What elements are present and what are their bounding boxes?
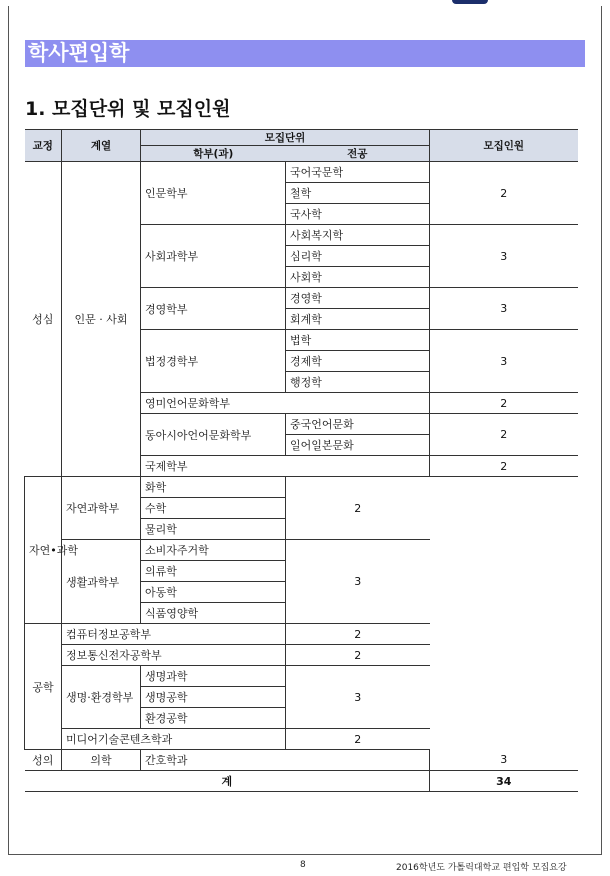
major-cell: 경영학: [286, 288, 430, 309]
quota-cell: 2: [430, 393, 578, 414]
division-cell: 미디어기술콘텐츠학과: [62, 729, 286, 750]
table-row: [25, 729, 578, 750]
major-cell: 일어일본문화: [286, 435, 430, 456]
total-value: 34: [430, 771, 578, 792]
university-logo: [452, 0, 488, 4]
table-row: [25, 477, 578, 498]
major-cell: 행정학: [286, 372, 430, 393]
table-row: [25, 750, 578, 771]
major-cell: 화학: [141, 477, 286, 498]
header-series: 계열: [62, 130, 141, 162]
header-quota: 모집인원: [430, 130, 578, 162]
division-cell: 인문학부: [141, 162, 286, 225]
major-cell: 사회복지학: [286, 225, 430, 246]
major-cell: 환경공학: [141, 708, 286, 729]
division-cell: 생명·환경학부: [62, 666, 141, 729]
quota-cell: 2: [286, 477, 430, 540]
major-cell: 중국언어문화: [286, 414, 430, 435]
quota-cell: 2: [286, 624, 430, 645]
table-row: [25, 624, 578, 645]
major-cell: 소비자주거학: [141, 540, 286, 561]
quota-cell: 3: [430, 330, 578, 393]
division-cell: 컴퓨터정보공학부: [62, 624, 286, 645]
table-row: [25, 162, 578, 183]
header-row: [25, 130, 578, 146]
quota-cell: 2: [286, 729, 430, 750]
division-cell: 정보통신전자공학부: [62, 645, 286, 666]
banner-title: 학사편입학: [25, 40, 585, 67]
division-cell: 법정경학부: [141, 330, 286, 393]
division-cell: 국제학부: [141, 456, 430, 477]
total-row: [25, 771, 578, 792]
series-cell: 의학: [62, 750, 141, 771]
division-cell: 생활과학부: [62, 540, 141, 624]
major-cell: 의류학: [141, 561, 286, 582]
header-division: 학부(과): [141, 146, 286, 162]
total-label: 계: [25, 771, 430, 792]
header-campus: 교정: [25, 130, 62, 162]
major-cell: 사회학: [286, 267, 430, 288]
quota-cell: 2: [430, 414, 578, 456]
series-cell: 인문 · 사회: [62, 162, 141, 477]
major-cell: 국어국문학: [286, 162, 430, 183]
major-cell: 아동학: [141, 582, 286, 603]
major-cell: 수학: [141, 498, 286, 519]
major-cell: 회계학: [286, 309, 430, 330]
series-cell: 공학: [25, 624, 62, 750]
major-cell: 생명공학: [141, 687, 286, 708]
quota-cell: 2: [430, 162, 578, 225]
division-cell: 사회과학부: [141, 225, 286, 288]
division-cell: 동아시아언어문화학부: [141, 414, 286, 456]
quota-cell: 2: [286, 645, 430, 666]
series-cell: 자연•과학: [25, 477, 62, 624]
major-cell: 법학: [286, 330, 430, 351]
campus-cell: 성의: [25, 750, 62, 771]
division-cell: 영미언어문화학부: [141, 393, 430, 414]
major-cell: 물리학: [141, 519, 286, 540]
quota-cell: 3: [286, 666, 430, 729]
division-cell: 자연과학부: [62, 477, 141, 540]
quota-cell: 3: [430, 225, 578, 288]
header-major: 전공: [286, 146, 430, 162]
table-row: [25, 645, 578, 666]
section-heading: 1. 모집단위 및 모집인원: [25, 98, 231, 120]
header-unit: 모집단위: [141, 130, 430, 146]
division-cell: 간호학과: [141, 750, 430, 771]
page-number: 8: [300, 860, 306, 870]
campus-cell: 성심: [25, 162, 62, 477]
table-row: [25, 540, 578, 561]
division-cell: 경영학부: [141, 288, 286, 330]
major-cell: 심리학: [286, 246, 430, 267]
major-cell: 철학: [286, 183, 430, 204]
major-cell: 식품영양학: [141, 603, 286, 624]
quota-cell: 3: [286, 540, 430, 624]
quota-cell: 3: [430, 288, 578, 330]
major-cell: 국사학: [286, 204, 430, 225]
quota-cell: 3: [430, 750, 578, 771]
footer-doc-title: 2016학년도 가톨릭대학교 편입학 모집요강: [396, 863, 567, 873]
major-cell: 경제학: [286, 351, 430, 372]
major-cell: 생명과학: [141, 666, 286, 687]
recruitment-table: [24, 129, 578, 792]
table-row: [25, 666, 578, 687]
quota-cell: 2: [430, 456, 578, 477]
